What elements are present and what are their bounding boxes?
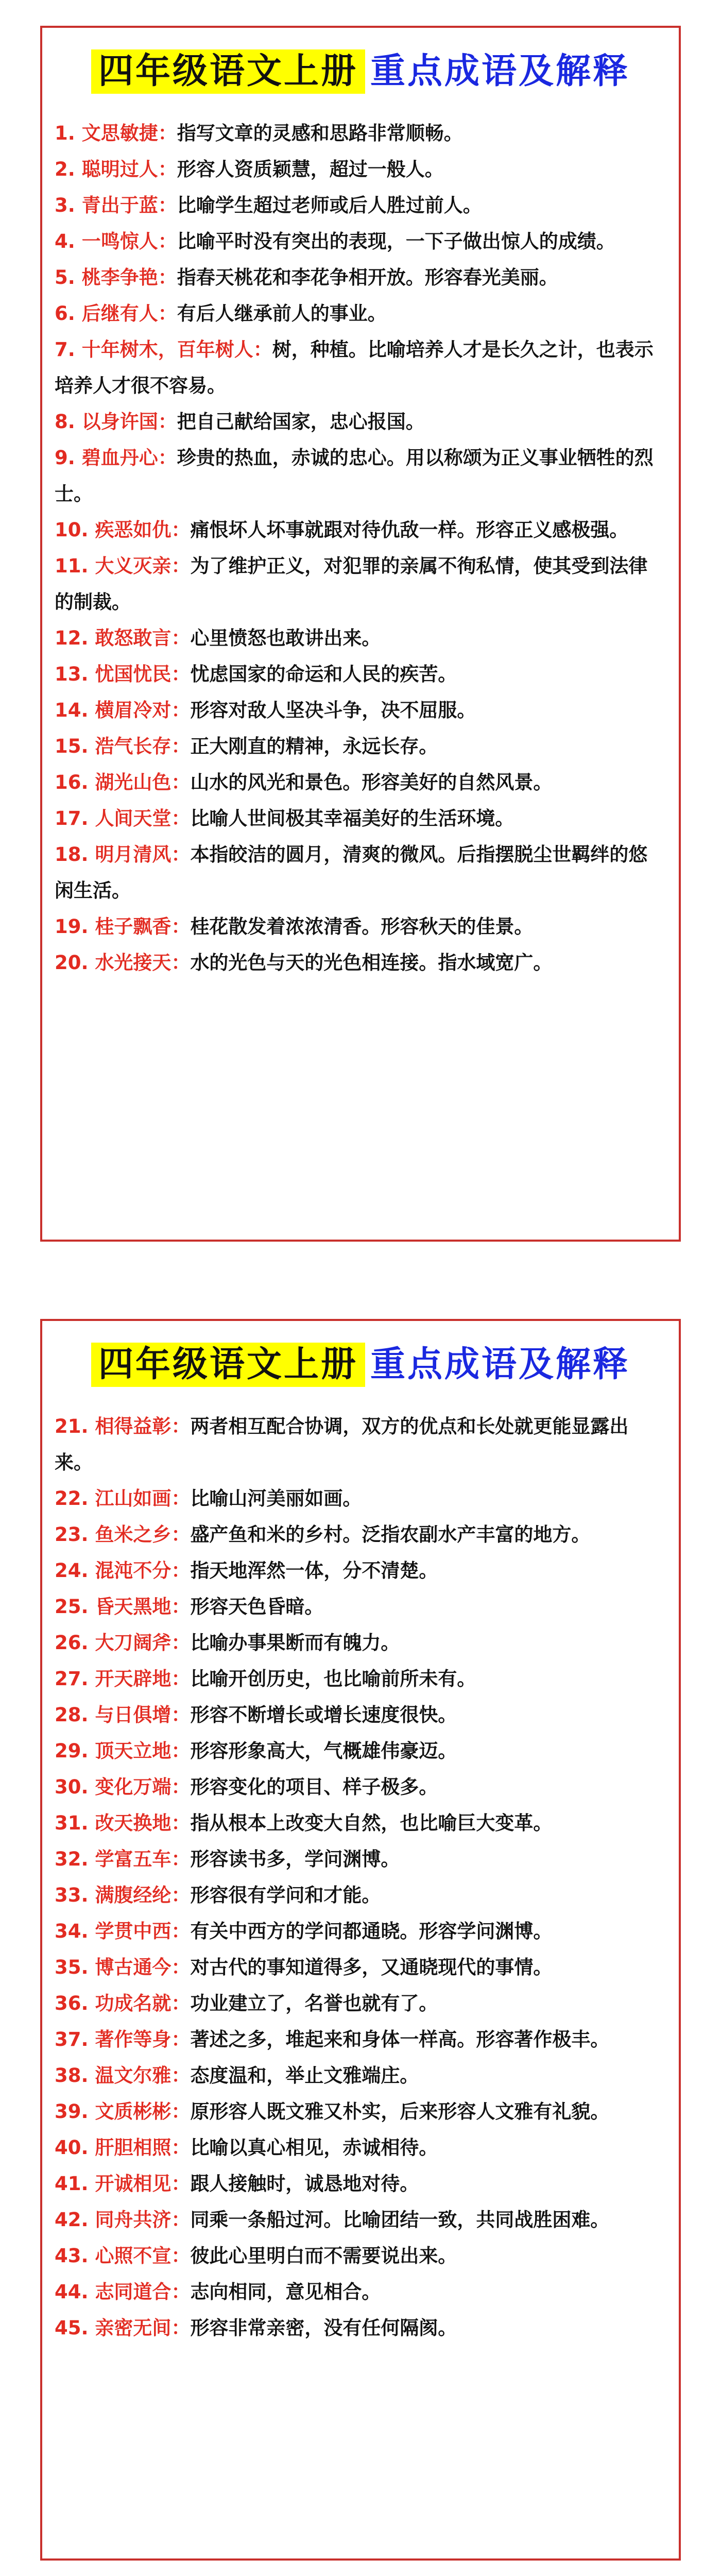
- idiom-explanation: 态度温和，举止文雅端庄。: [190, 2064, 419, 2087]
- idiom-entry: [55, 1805, 658, 1841]
- entry-number: 42.: [55, 2209, 89, 2231]
- entry-colon: ：: [171, 2173, 191, 2195]
- entry-number: 16.: [55, 771, 89, 793]
- idiom-entry: [55, 1697, 658, 1733]
- entry-number: 33.: [55, 1884, 89, 1906]
- entry-number: 26.: [55, 1632, 89, 1654]
- idiom-entry: [55, 2022, 658, 2058]
- idiom-term: 江山如画: [95, 1487, 171, 1510]
- idiom-explanation: 比喻人世间极其幸福美好的生活环境。: [190, 807, 514, 829]
- idiom-entry: [55, 151, 658, 188]
- idiom-entry: [55, 1841, 658, 1877]
- idiom-term: 敢怒敢言: [95, 627, 171, 649]
- idiom-explanation: 形容读书多，学问渊博。: [190, 1848, 400, 1870]
- entry-colon: ：: [171, 1668, 191, 1690]
- idiom-term: 顶天立地: [95, 1740, 171, 1762]
- entry-colon: ：: [253, 338, 272, 361]
- idiom-explanation: 把自己献给国家，忠心报国。: [177, 411, 425, 433]
- idiom-explanation: 指写文章的灵感和思路非常顺畅。: [177, 122, 463, 144]
- entry-number: 28.: [55, 1704, 89, 1726]
- entry-number: 17.: [55, 807, 89, 829]
- entry-number: 20.: [55, 952, 89, 974]
- entry-colon: ：: [171, 1523, 191, 1546]
- idiom-entry: [55, 1625, 658, 1661]
- entry-colon: ：: [158, 122, 177, 144]
- idiom-list: [42, 1409, 679, 2346]
- idiom-entry: [55, 945, 658, 981]
- idiom-explanation: 形容形象高大，气概雄伟豪迈。: [190, 1740, 457, 1762]
- idiom-term: 志同道合: [95, 2281, 171, 2303]
- entry-number: 43.: [55, 2245, 89, 2267]
- entry-colon: ：: [171, 2028, 191, 2050]
- entry-number: 44.: [55, 2281, 89, 2303]
- idiom-entry: [55, 1661, 658, 1697]
- idiom-explanation: 为了维护正义，对犯罪的亲属不徇私情，使其受到法律的制裁。: [55, 555, 648, 613]
- idiom-entry: [55, 296, 658, 332]
- idiom-term: 相得益彰: [95, 1415, 171, 1437]
- idiom-entry: [55, 837, 658, 909]
- entry-colon: ：: [171, 1920, 191, 1942]
- entry-number: 27.: [55, 1668, 89, 1690]
- idiom-explanation: 形容对敌人坚决斗争，决不屈服。: [190, 699, 476, 721]
- idiom-explanation: 形容不断增长或增长速度很快。: [190, 1704, 457, 1726]
- entry-colon: ：: [171, 663, 191, 685]
- idiom-entry: [55, 1913, 658, 1950]
- entry-colon: ：: [171, 1596, 191, 1618]
- idiom-explanation: 比喻学生超过老师或后人胜过前人。: [177, 194, 482, 216]
- entry-colon: ：: [171, 627, 191, 649]
- entry-number: 2.: [55, 158, 75, 180]
- idiom-term: 与日俱增: [95, 1704, 171, 1726]
- idiom-entry: [55, 1877, 658, 1913]
- entry-number: 19.: [55, 916, 89, 938]
- idiom-entry: [55, 1409, 658, 1481]
- idiom-explanation: 志向相同，意见相合。: [190, 2281, 381, 2303]
- title-highlighted: 四年级语文上册: [91, 1343, 365, 1387]
- entry-number: 36.: [55, 1992, 89, 2014]
- entry-number: 9.: [55, 447, 75, 469]
- idiom-term: 肝胆相照: [95, 2137, 171, 2159]
- idiom-explanation: 形容非常亲密，没有任何隔阂。: [190, 2317, 457, 2339]
- entry-colon: ：: [171, 1884, 191, 1906]
- idiom-entry: [55, 2094, 658, 2130]
- idiom-term: 碧血丹心: [81, 447, 158, 469]
- entry-colon: ：: [171, 2100, 191, 2123]
- idiom-entry: [55, 2166, 658, 2202]
- entry-colon: ：: [171, 1487, 191, 1510]
- idiom-term: 开天辟地: [95, 1668, 171, 1690]
- idiom-entry: [55, 620, 658, 656]
- idiom-entry: [55, 332, 658, 404]
- title-highlighted: 四年级语文上册: [91, 49, 365, 94]
- idiom-term: 水光接天: [95, 952, 171, 974]
- idiom-term: 文思敏捷: [81, 122, 158, 144]
- idiom-entry: [55, 2058, 658, 2094]
- idiom-explanation: 形容变化的项目、样子极多。: [190, 1776, 438, 1798]
- idiom-term: 横眉冷对: [95, 699, 171, 721]
- entry-number: 29.: [55, 1740, 89, 1762]
- entry-number: 39.: [55, 2100, 89, 2123]
- entry-number: 31.: [55, 1812, 89, 1834]
- idiom-explanation: 盛产鱼和米的乡村。泛指农副水产丰富的地方。: [190, 1523, 591, 1546]
- idiom-term: 大刀阔斧: [95, 1632, 171, 1654]
- entry-colon: ：: [158, 230, 177, 252]
- idiom-term: 鱼米之乡: [95, 1523, 171, 1546]
- idiom-term: 学富五车: [95, 1848, 171, 1870]
- entry-number: 22.: [55, 1487, 89, 1510]
- idiom-term: 十年树木，百年树人: [81, 338, 253, 361]
- entry-colon: ：: [171, 1704, 191, 1726]
- entry-colon: ：: [158, 158, 177, 180]
- idiom-term: 博古通今: [95, 1956, 171, 1978]
- idiom-entry: [55, 1589, 658, 1625]
- idiom-entry: [55, 404, 658, 440]
- idiom-entry: [55, 260, 658, 296]
- title-blue: 重点成语及解释: [370, 50, 630, 92]
- entry-number: 30.: [55, 1776, 89, 1798]
- idiom-explanation: 树，种植。比喻培养人才是长久之计，也表示培养人才很不容易。: [55, 338, 654, 397]
- idiom-entry: [55, 115, 658, 151]
- idiom-explanation: 珍贵的热血，赤诚的忠心。用以称颂为正义事业牺牲的烈士。: [55, 447, 654, 505]
- entry-number: 12.: [55, 627, 89, 649]
- entry-number: 14.: [55, 699, 89, 721]
- entry-colon: ：: [171, 1848, 191, 1870]
- idiom-card-1: [40, 26, 681, 1242]
- entry-number: 11.: [55, 555, 89, 577]
- entry-colon: ：: [158, 266, 177, 289]
- idiom-card-2: [40, 1319, 681, 2561]
- idiom-entry: [55, 765, 658, 801]
- idiom-explanation: 原形容人既文雅又朴实，后来形容人文雅有礼貌。: [190, 2100, 610, 2123]
- idiom-explanation: 对古代的事知道得多，又通晓现代的事情。: [190, 1956, 553, 1978]
- card-header: [42, 28, 679, 115]
- idiom-entry: [55, 728, 658, 765]
- idiom-term: 一鸣惊人: [81, 230, 158, 252]
- entry-colon: ：: [171, 1740, 191, 1762]
- entry-number: 24.: [55, 1560, 89, 1582]
- idiom-entry: [55, 512, 658, 548]
- idiom-entry: [55, 1517, 658, 1553]
- entry-colon: ：: [171, 1776, 191, 1798]
- idiom-term: 青出于蓝: [81, 194, 158, 216]
- idiom-list: [42, 115, 679, 981]
- entry-colon: ：: [171, 771, 191, 793]
- idiom-term: 大义灭亲: [95, 555, 171, 577]
- entry-number: 34.: [55, 1920, 89, 1942]
- idiom-explanation: 形容人资质颖慧，超过一般人。: [177, 158, 444, 180]
- entry-colon: ：: [171, 1632, 191, 1654]
- idiom-entry: [55, 801, 658, 837]
- idiom-explanation: 有后人继承前人的事业。: [177, 302, 387, 325]
- entry-colon: ：: [171, 1415, 191, 1437]
- entry-colon: ：: [171, 952, 191, 974]
- idiom-term: 改天换地: [95, 1812, 171, 1834]
- idiom-term: 桂子飘香: [95, 916, 171, 938]
- idiom-term: 明月清风: [95, 843, 171, 866]
- idiom-entry: [55, 440, 658, 512]
- idiom-term: 疾恶如仇: [95, 519, 171, 541]
- idiom-explanation: 形容很有学问和才能。: [190, 1884, 381, 1906]
- idiom-explanation: 彼此心里明白而不需要说出来。: [190, 2245, 457, 2267]
- idiom-entry: [55, 692, 658, 728]
- entry-colon: ：: [171, 1992, 191, 2014]
- idiom-term: 开诚相见: [95, 2173, 171, 2195]
- idiom-term: 浩气长存: [95, 735, 171, 757]
- entry-number: 8.: [55, 411, 75, 433]
- idiom-term: 人间天堂: [95, 807, 171, 829]
- entry-colon: ：: [171, 519, 191, 541]
- idiom-explanation: 有关中西方的学问都通晓。形容学问渊博。: [190, 1920, 553, 1942]
- idiom-explanation: 痛恨坏人坏事就跟对待仇敌一样。形容正义感极强。: [190, 519, 629, 541]
- idiom-explanation: 忧虑国家的命运和人民的疾苦。: [190, 663, 457, 685]
- idiom-explanation: 功业建立了，名誉也就有了。: [190, 1992, 438, 2014]
- idiom-term: 学贯中西: [95, 1920, 171, 1942]
- idiom-explanation: 指天地浑然一体，分不清楚。: [190, 1560, 438, 1582]
- idiom-explanation: 跟人接触时，诚恳地对待。: [190, 2173, 419, 2195]
- idiom-explanation: 著述之多，堆起来和身体一样高。形容著作极丰。: [190, 2028, 610, 2050]
- entry-colon: ：: [171, 2209, 191, 2231]
- entry-number: 13.: [55, 663, 89, 685]
- entry-number: 18.: [55, 843, 89, 866]
- idiom-term: 混沌不分: [95, 1560, 171, 1582]
- idiom-entry: [55, 1769, 658, 1805]
- entry-number: 38.: [55, 2064, 89, 2087]
- entry-colon: ：: [171, 555, 191, 577]
- idiom-term: 以身许国: [81, 411, 158, 433]
- idiom-term: 文质彬彬: [95, 2100, 171, 2123]
- entry-number: 3.: [55, 194, 75, 216]
- idiom-explanation: 比喻以真心相见，赤诚相待。: [190, 2137, 438, 2159]
- entry-number: 32.: [55, 1848, 89, 1870]
- idiom-term: 功成名就: [95, 1992, 171, 2014]
- idiom-explanation: 形容天色昏暗。: [190, 1596, 324, 1618]
- entry-colon: ：: [171, 1956, 191, 1978]
- idiom-term: 亲密无间: [95, 2317, 171, 2339]
- idiom-term: 心照不宣: [95, 2245, 171, 2267]
- idiom-explanation: 指从根本上改变大自然，也比喻巨大变革。: [190, 1812, 553, 1834]
- idiom-entry: [55, 656, 658, 692]
- idiom-entry: [55, 224, 658, 260]
- entry-colon: ：: [171, 735, 191, 757]
- entry-colon: ：: [171, 2137, 191, 2159]
- entry-number: 10.: [55, 519, 89, 541]
- idiom-entry: [55, 1950, 658, 1986]
- idiom-entry: [55, 1481, 658, 1517]
- idiom-term: 同舟共济: [95, 2209, 171, 2231]
- entry-number: 4.: [55, 230, 75, 252]
- entry-colon: ：: [158, 447, 177, 469]
- idiom-term: 桃李争艳: [81, 266, 158, 289]
- entry-number: 21.: [55, 1415, 89, 1437]
- idiom-entry: [55, 2130, 658, 2166]
- entry-number: 45.: [55, 2317, 89, 2339]
- idiom-explanation: 比喻办事果断而有魄力。: [190, 1632, 400, 1654]
- idiom-entry: [55, 2202, 658, 2238]
- entry-number: 6.: [55, 302, 75, 325]
- idiom-entry: [55, 1553, 658, 1589]
- idiom-entry: [55, 1986, 658, 2022]
- entry-colon: ：: [158, 302, 177, 325]
- idiom-explanation: 正大刚直的精神，永远长存。: [190, 735, 438, 757]
- idiom-term: 温文尔雅: [95, 2064, 171, 2087]
- idiom-explanation: 水的光色与天的光色相连接。指水域宽广。: [190, 952, 553, 974]
- idiom-explanation: 指春天桃花和李花争相开放。形容春光美丽。: [177, 266, 558, 289]
- idiom-explanation: 比喻山河美丽如画。: [190, 1487, 362, 1510]
- idiom-explanation: 心里愤怒也敢讲出来。: [190, 627, 381, 649]
- idiom-entry: [55, 909, 658, 945]
- idiom-term: 湖光山色: [95, 771, 171, 793]
- idiom-entry: [55, 548, 658, 620]
- entry-colon: ：: [171, 2317, 191, 2339]
- idiom-explanation: 同乘一条船过河。比喻团结一致，共同战胜困难。: [190, 2209, 610, 2231]
- idiom-entry: [55, 2274, 658, 2310]
- entry-number: 1.: [55, 122, 75, 144]
- idiom-term: 昏天黑地: [95, 1596, 171, 1618]
- idiom-term: 忧国忧民: [95, 663, 171, 685]
- idiom-explanation: 两者相互配合协调，双方的优点和长处就更能显露出来。: [55, 1415, 629, 1473]
- idiom-explanation: 比喻平时没有突出的表现，一下子做出惊人的成绩。: [177, 230, 615, 252]
- idiom-explanation: 本指皎洁的圆月，清爽的微风。后指摆脱尘世羁绊的悠闲生活。: [55, 843, 648, 902]
- idiom-term: 聪明过人: [81, 158, 158, 180]
- entry-colon: ：: [158, 194, 177, 216]
- idiom-term: 后继有人: [81, 302, 158, 325]
- title-blue: 重点成语及解释: [370, 1344, 630, 1385]
- entry-colon: ：: [171, 1812, 191, 1834]
- entry-colon: ：: [158, 411, 177, 433]
- entry-number: 25.: [55, 1596, 89, 1618]
- entry-colon: ：: [171, 2064, 191, 2087]
- idiom-explanation: 桂花散发着浓浓清香。形容秋天的佳景。: [190, 916, 534, 938]
- idiom-explanation: 比喻开创历史，也比喻前所未有。: [190, 1668, 476, 1690]
- idiom-entry: [55, 188, 658, 224]
- entry-number: 5.: [55, 266, 75, 289]
- entry-number: 35.: [55, 1956, 89, 1978]
- entry-colon: ：: [171, 1560, 191, 1582]
- entry-number: 7.: [55, 338, 75, 361]
- entry-number: 41.: [55, 2173, 89, 2195]
- entry-colon: ：: [171, 807, 191, 829]
- entry-colon: ：: [171, 2281, 191, 2303]
- entry-colon: ：: [171, 2245, 191, 2267]
- idiom-term: 满腹经纶: [95, 1884, 171, 1906]
- entry-number: 37.: [55, 2028, 89, 2050]
- idiom-term: 著作等身: [95, 2028, 171, 2050]
- idiom-entry: [55, 2310, 658, 2346]
- entry-colon: ：: [171, 843, 191, 866]
- entry-number: 23.: [55, 1523, 89, 1546]
- entry-number: 40.: [55, 2137, 89, 2159]
- idiom-term: 变化万端: [95, 1776, 171, 1798]
- idiom-explanation: 山水的风光和景色。形容美好的自然风景。: [190, 771, 553, 793]
- idiom-entry: [55, 2238, 658, 2274]
- entry-number: 15.: [55, 735, 89, 757]
- entry-colon: ：: [171, 916, 191, 938]
- card-header: [42, 1321, 679, 1409]
- idiom-entry: [55, 1733, 658, 1769]
- entry-colon: ：: [171, 699, 191, 721]
